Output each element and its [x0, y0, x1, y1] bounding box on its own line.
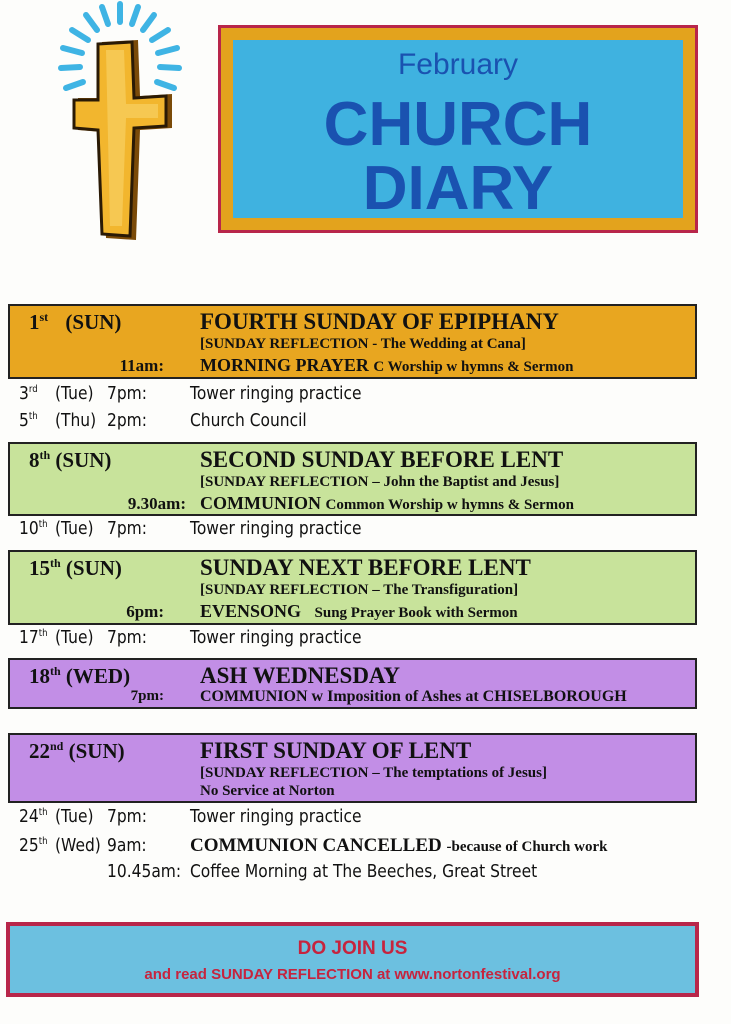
event-date: 25th: [19, 835, 48, 856]
entry-date: 15th (SUN): [29, 556, 122, 580]
entry-heading: SECOND SUNDAY BEFORE LENT: [200, 447, 564, 472]
entry-reflection: [SUNDAY REFLECTION – The Transfiguration]: [200, 582, 519, 598]
entry-time: 7pm:: [130, 688, 164, 704]
entry-date: 22nd (SUN): [29, 739, 125, 763]
entry-date: 8th (SUN): [29, 448, 112, 472]
event-text: Coffee Morning at The Beeches, Great Street: [190, 861, 538, 882]
month-label: February: [397, 48, 519, 81]
event-text: COMMUNION CANCELLED -because of Church work: [190, 835, 608, 856]
event-time: 7pm:: [107, 383, 147, 404]
event-time: 7pm:: [107, 627, 147, 648]
title-line-church: CHURCH: [323, 90, 593, 159]
entry-service: EVENSONG Sung Prayer Book with Sermon: [200, 601, 518, 621]
entry-feb-8: [8, 442, 697, 516]
event-date: 17th: [19, 627, 48, 648]
event-date: 5th: [19, 410, 38, 431]
entry-time: 9.30am:: [127, 494, 186, 513]
entry-service: MORNING PRAYER C Worship w hymns & Sermon: [200, 355, 574, 375]
footer-heading: DO JOIN US: [297, 938, 408, 959]
event-text: Tower ringing practice: [190, 627, 362, 648]
entry-heading: FOURTH SUNDAY OF EPIPHANY: [200, 309, 559, 334]
entry-note: No Service at Norton: [200, 783, 335, 799]
entry-feb-1: [8, 304, 697, 379]
footer-subtext: and read SUNDAY REFLECTION at www.nortonfestival.org: [144, 966, 561, 983]
event-text: Tower ringing practice: [190, 806, 362, 827]
entry-reflection: [SUNDAY REFLECTION – John the Baptist and Jesus]: [200, 474, 560, 490]
event-time: 10.45am:: [107, 861, 182, 882]
entry-time: 11am:: [119, 356, 164, 375]
entry-reflection: [SUNDAY REFLECTION – The temptations of Jesus]: [200, 765, 547, 781]
event-time: 2pm:: [107, 410, 147, 431]
entry-reflection: [SUNDAY REFLECTION - The Wedding at Cana]: [200, 336, 526, 352]
entry-service: COMMUNION w Imposition of Ashes at CHISELBOROUGH: [200, 688, 627, 705]
event-day: (Wed): [55, 835, 101, 856]
event-day: (Tue): [55, 383, 94, 404]
entry-heading: ASH WEDNESDAY: [200, 663, 401, 688]
footer-banner: [6, 922, 699, 997]
event-text: Tower ringing practice: [190, 383, 362, 404]
event-text: Tower ringing practice: [190, 518, 362, 539]
event-day: (Tue): [55, 806, 94, 827]
event-day: (Tue): [55, 627, 94, 648]
event-date: 3rd: [19, 383, 38, 404]
entry-time: 6pm:: [126, 602, 164, 621]
title-banner: [218, 25, 698, 233]
entry-service: COMMUNION Common Worship w hymns & Sermon: [200, 493, 574, 513]
entry-date: 18th (WED): [29, 664, 131, 688]
cross-icon: [50, 0, 190, 250]
entry-date: 1st (SUN): [29, 310, 122, 334]
title-line-diary: DIARY: [362, 154, 554, 223]
entry-feb-15: [8, 550, 697, 625]
event-day: (Tue): [55, 518, 94, 539]
event-date: 10th: [19, 518, 48, 539]
title-panel: [233, 40, 683, 223]
event-time: 7pm:: [107, 518, 147, 539]
entry-feb-18: [8, 658, 697, 709]
event-time: 7pm:: [107, 806, 147, 827]
event-day: (Thu): [55, 410, 97, 431]
entry-heading: SUNDAY NEXT BEFORE LENT: [200, 555, 531, 580]
event-text: Church Council: [190, 410, 307, 431]
event-date: 24th: [19, 806, 48, 827]
entry-heading: FIRST SUNDAY OF LENT: [200, 738, 472, 763]
entry-feb-22: [8, 733, 697, 803]
event-time: 9am:: [107, 835, 147, 856]
